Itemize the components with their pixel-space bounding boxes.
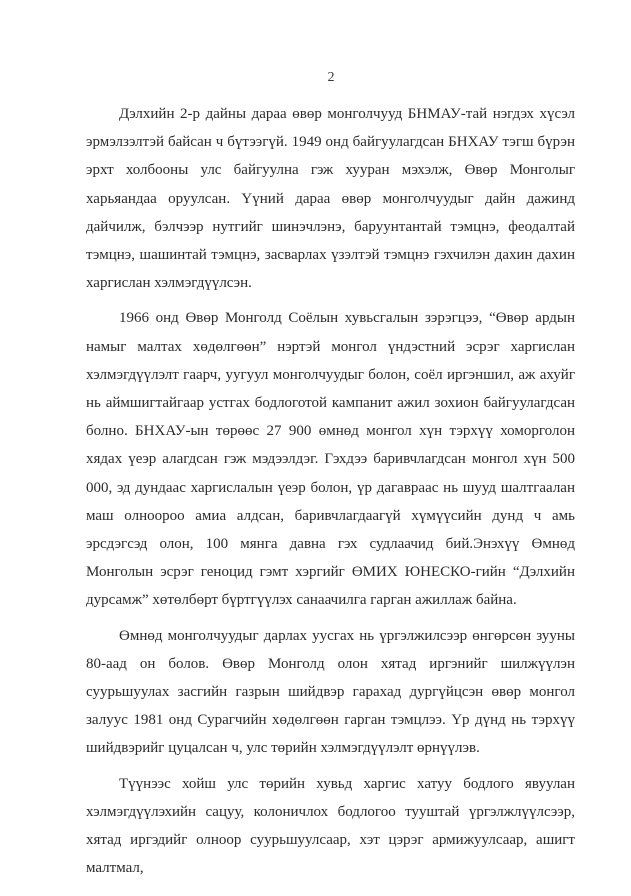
paragraph-2: 1966 онд Өвөр Монголд Соёлын хувьсгалын зэрэгцээ, “Өвөр ардын намыг малтах хөдөлгөөн” нэртэй монгол үндэстний эсрэг харгислан хэлмэгдүүлэлт гаарч, уугуул монголчуудыг болон, соёл иргэншил, аж ахуйг нь аймшигтайгаар устгах бодлоготой кампанит ажил зохион байгуулагдсан болно. БНХАУ-ын төрөөс 27 900 өмнөд монгол хүн тэрхүү хоморголон хядах үеэр алагдсан гэж мэдээлдэг. Гэхдээ баривчлагдсан монгол хүн 500 000, эд дундаас харгислалын үеэр болон, үр дагавраас нь шууд шалтгаалан маш олноороо амиа алдсан, баривчлагдаагүй хүмүүсийн дунд ч амь эрсдэгсэд олон, 100 мянга давна гэх судлаачид бий.Энэхүү Өмнөд Монголын эсрэг геноцид гэмт хэргийг ӨМИХ ЮНЕСКО-гийн “Дэлхийн дурсамж” хөтөлбөрт бүртгүүлэх санаачилга гарган ажиллаж байна. <box>86 310 575 609</box>
document-body <box>86 100 575 882</box>
paragraph-4: Түүнээс хойш улс төрийн хувьд харгис хатуу бодлого явуулан хэлмэгдүүлэхийн сацуу, колоничлох бодлогоо тууштай үргэлжлүүлсээр, хятад иргэдийг олноор суурьшуулсаар, хэт цэрэг армижуулсаар, ашигт малтмал, <box>86 775 575 877</box>
paragraph-3: Өмнөд монголчуудыг дарлах уусгах нь үргэлжилсээр өнгөрсөн зууны 80-аад он болов. Өвөр Монголд олон хятад иргэнийг шилжүүлэн суурьшуулах засгийн газрын шийдвэр гарахад дургүйцсэн өвөр монгол залуус 1981 онд Сурагчийн хөдөлгөөн гарган тэмцлээ. Үр дүнд нь тэрхүү шийдвэрийг цуцалсан ч, улс төрийн хэлмэгдүүлэлт өрнүүлэв. <box>86 627 575 757</box>
paragraph-1: Дэлхийн 2-р дайны дараа өвөр монголчууд БНМАУ-тай нэгдэх хүсэл эрмэлзэлтэй байсан ч бүтээгүй. 1949 онд байгуулагдсан БНХАУ тэгш бүрэн эрхт холбооны улс байгуулна гэж хууран мэхэлж, Өвөр Монголыг харьяандаа оруулсан. Үүний дараа өвөр монголчуудыг дайн дажинд дайчилж, бэлчээр нутгийг шинэчлэнэ, баруунтантай тэмцнэ, феодалтай тэмцнэ, шашинтай тэмцнэ, засварлах үзэлтэй тэмцнэ гэхчилэн дахин дахин харгислан хэлмэгдүүлсэн. <box>86 106 575 292</box>
page-number: 2 <box>327 70 335 85</box>
